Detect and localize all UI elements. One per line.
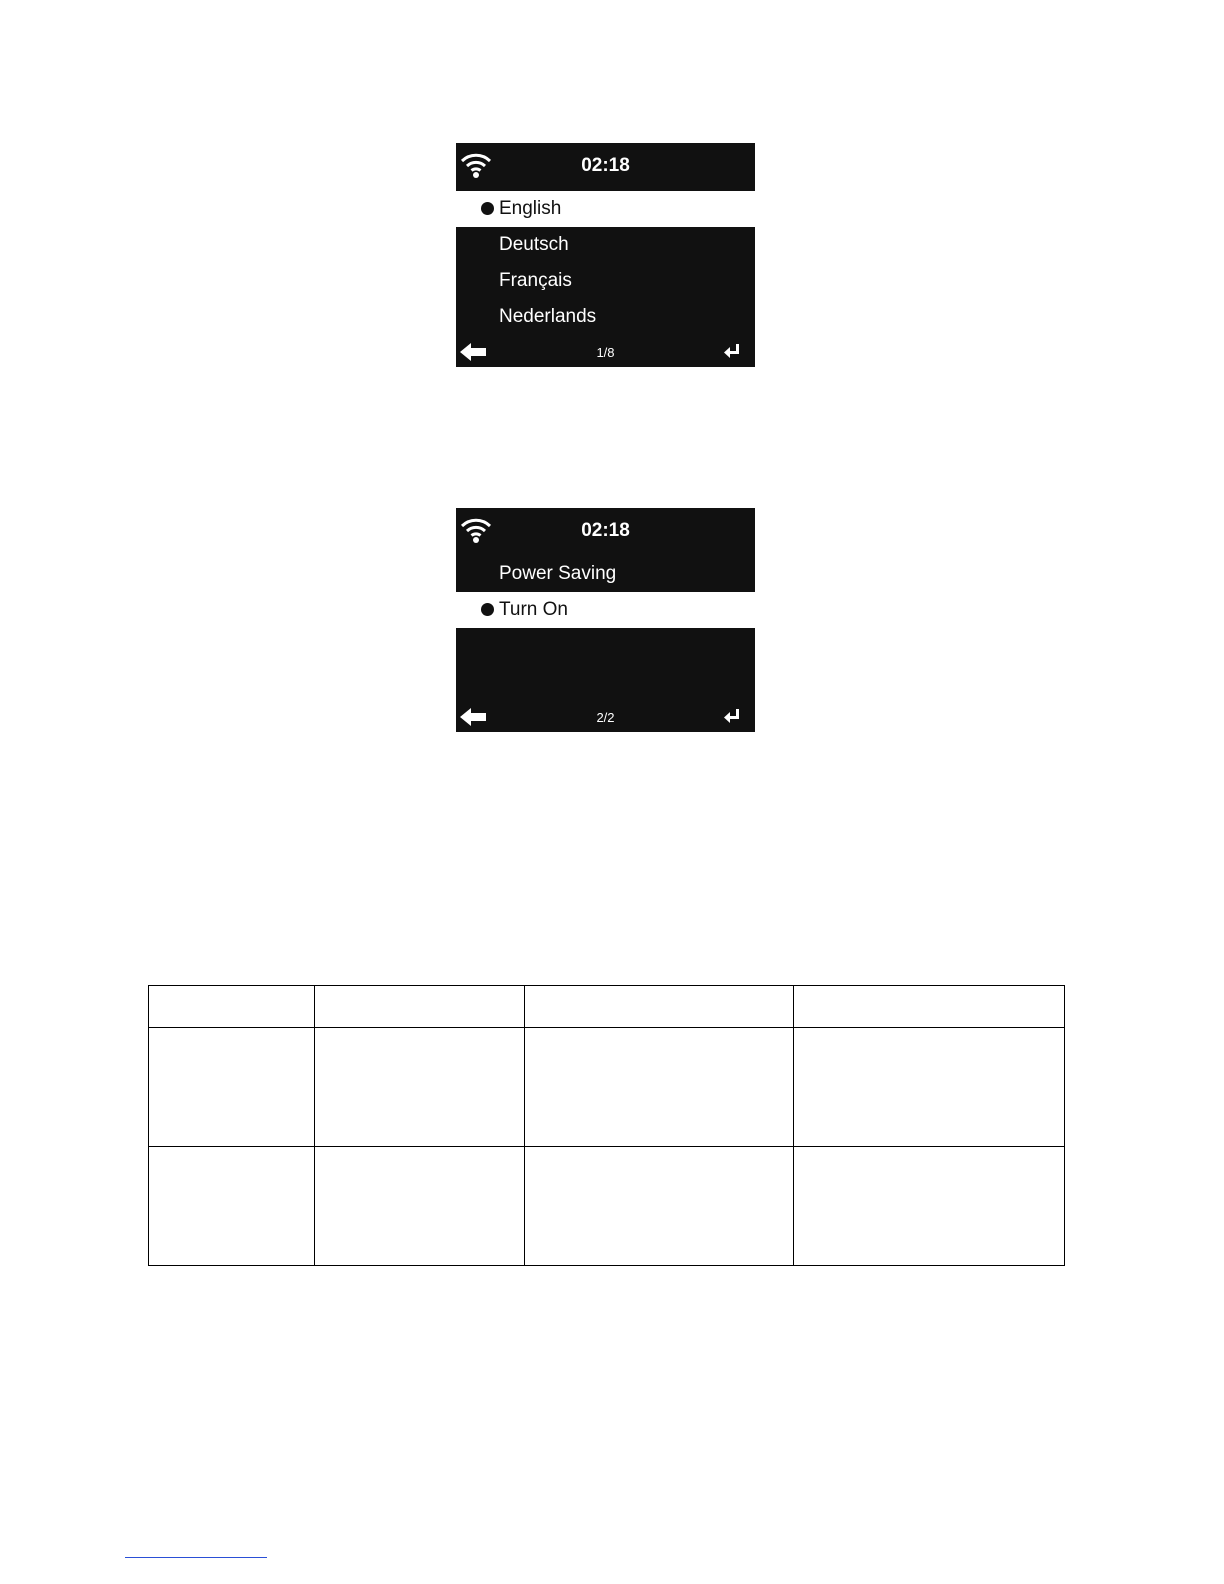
menu-item-label: Turn On xyxy=(499,599,568,620)
table-cell xyxy=(149,1028,315,1147)
table-cell xyxy=(525,1147,794,1266)
table-row xyxy=(149,1028,1065,1147)
clock: 02:18 xyxy=(581,155,630,176)
status-bar xyxy=(456,508,755,553)
table-cell xyxy=(794,1147,1065,1266)
menu-item-english[interactable] xyxy=(456,191,755,227)
clock: 02:18 xyxy=(581,520,630,541)
enter-icon[interactable] xyxy=(724,708,740,724)
table-cell xyxy=(315,1147,525,1266)
page-indicator: 2/2 xyxy=(596,710,615,725)
menu-item-turn-on[interactable] xyxy=(456,592,755,628)
table-cell xyxy=(315,986,525,1028)
selected-bullet-icon xyxy=(481,202,494,215)
table-cell xyxy=(149,1147,315,1266)
selected-bullet-icon xyxy=(481,603,494,616)
menu-title-label: Power Saving xyxy=(499,563,617,584)
menu-item-nederlands[interactable] xyxy=(456,299,755,335)
table-cell xyxy=(525,986,794,1028)
menu-item-label: English xyxy=(499,198,562,219)
table-cell xyxy=(315,1028,525,1147)
table-cell xyxy=(794,986,1065,1028)
status-bar xyxy=(456,143,755,188)
nav-footer xyxy=(456,704,755,732)
menu-item-francais[interactable] xyxy=(456,263,755,299)
menu-title xyxy=(456,556,755,592)
menu-item-label: Nederlands xyxy=(499,306,597,327)
menu-item-label: Deutsch xyxy=(499,234,569,255)
table-cell xyxy=(149,986,315,1028)
footer-link-underline xyxy=(125,1557,267,1558)
table-cell xyxy=(525,1028,794,1147)
table-row xyxy=(149,1147,1065,1266)
empty-table xyxy=(148,985,1065,1266)
table-cell xyxy=(794,1028,1065,1147)
power-saving-screen xyxy=(456,508,755,732)
menu-item-label: Français xyxy=(499,270,572,291)
page-indicator: 1/8 xyxy=(596,345,615,360)
enter-icon[interactable] xyxy=(724,343,740,359)
nav-footer xyxy=(456,339,755,367)
menu-item-deutsch[interactable] xyxy=(456,227,755,263)
table-header-row xyxy=(149,986,1065,1028)
language-screen xyxy=(456,143,755,367)
